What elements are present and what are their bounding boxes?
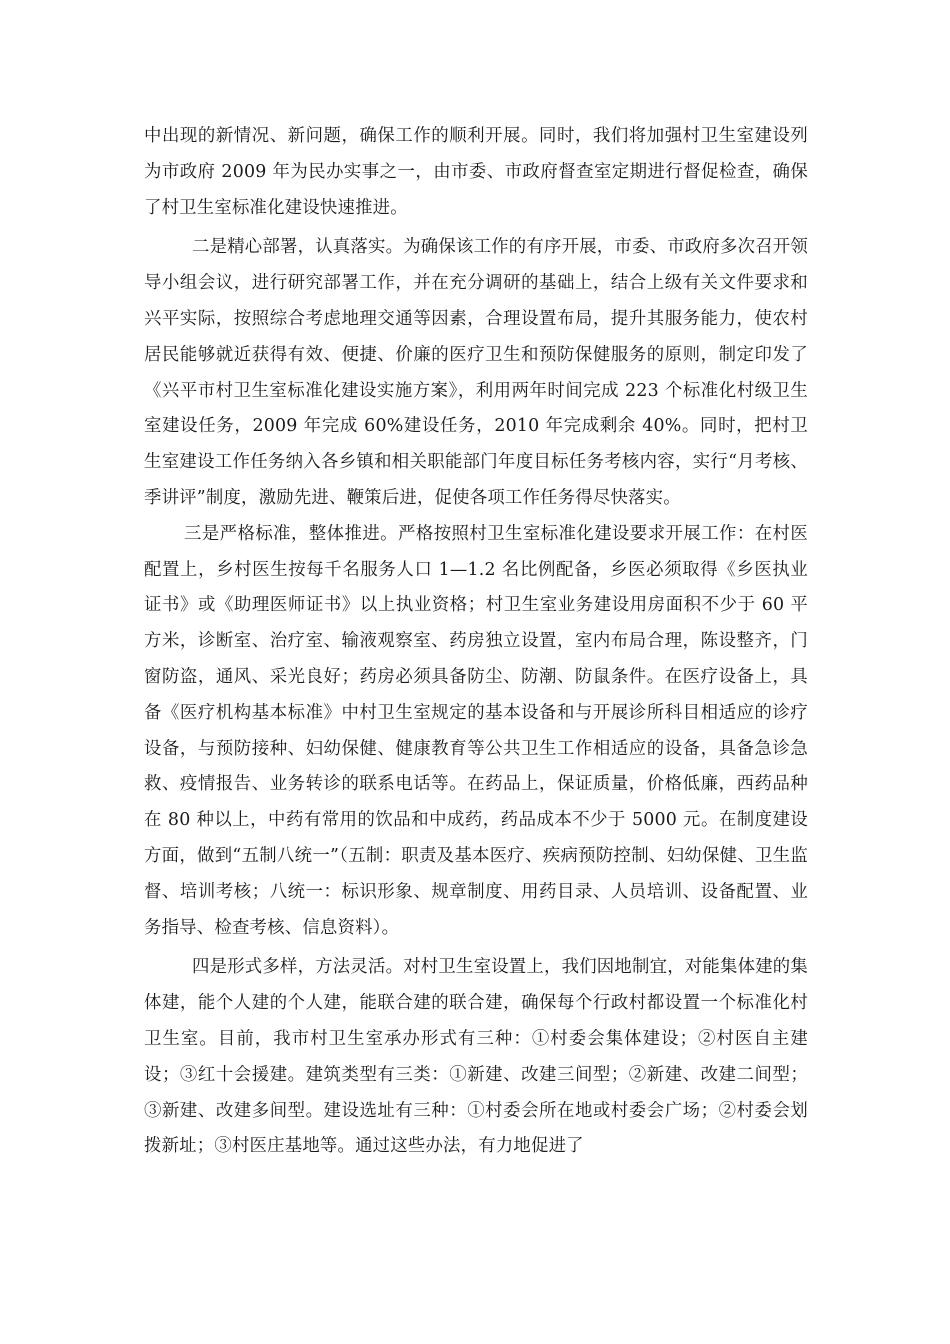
paragraph-deployment: 二是精心部署，认真落实。为确保该工作的有序开展，市委、市政府多次召开领导小组会议，进行研究部署工作，并在充分调研的基础上，结合上级有关文件要求和兴平实际，按照综合考虑地理交通等因素，合理设置布局，提升其服务能力，使农村居民能够就近获得有效、便捷、价廉的医疗卫生和预防保健服务的原则，制定印发了《兴平市村卫生室标准化建设实施方案》，利用两年时间完成 223 个标准化村级卫生室建设任务，2009 年完成 60%建设任务，2010 年完成剩余 40%。同时，把村卫生室建设工作任务纳入各乡镇和相关职能部门年度目标任务考核内容，实行“月考核、季讲评”制度，激励先进、鞭策后进，促使各项工作任务得尽快落实。 <box>144 237 808 508</box>
paragraph-flexible-methods: 四是形式多样，方法灵活。对村卫生室设置上，我们因地制宜，对能集体建的集体建，能个人建的个人建，能联合建的联合建，确保每个行政村都设置一个标准化村卫生室。目前，我市村卫生室承办形式有三种：①村委会集体建设；②村医自主建设；③红十会援建。建筑类型有三类：①新建、改建三间型；②新建、改建二间型；③新建、改建多间型。建设选址有三种：①村委会所在地或村委会广场；②村委会划拨新址；③村医庄基地等。通过这些办法，有力地促进了 <box>144 957 808 1157</box>
document-body <box>144 119 808 1165</box>
paragraph-continuation: 中出现的新情况、新问题，确保工作的顺利开展。同时，我们将加强村卫生室建设列为市政府 2009 年为民办实事之一，由市委、市政府督查室定期进行督促检查，确保了村卫生室标准化建设快速推进。 <box>144 126 808 218</box>
paragraph-standards: 三是严格标准，整体推进。严格按照村卫生室标准化建设要求开展工作：在村医配置上，乡村医生按每千名服务人口 1—1.2 名比例配备，乡医必须取得《乡医执业证书》或《助理医师证书》以上执业资格；村卫生室业务建设用房面积不少于 60 平方米，诊断室、治疗室、输液观察室、药房独立设置，室内布局合理，陈设整齐，门窗防盗，通风、采光良好；药房必须具备防尘、防潮、防鼠条件。在医疗设备上，具备《医疗机构基本标准》中村卫生室规定的基本设备和与开展诊所科目相适应的诊疗设备，与预防接种、妇幼保健、健康教育等公共卫生工作相适应的设备，具备急诊急救、疫情报告、业务转诊的联系电话等。在药品上，保证质量，价格低廉，西药品种在 80 种以上，中药有常用的饮品和中成药，药品成本不少于 5000 元。在制度建设方面，做到“五制八统一”（五制：职责及基本医疗、疾病预防控制、妇幼保健、卫生监督、培训考核；八统一：标识形象、规章制度、用药目录、人员培训、设备配置、业务指导、检查考核、信息资料）。 <box>144 523 808 938</box>
